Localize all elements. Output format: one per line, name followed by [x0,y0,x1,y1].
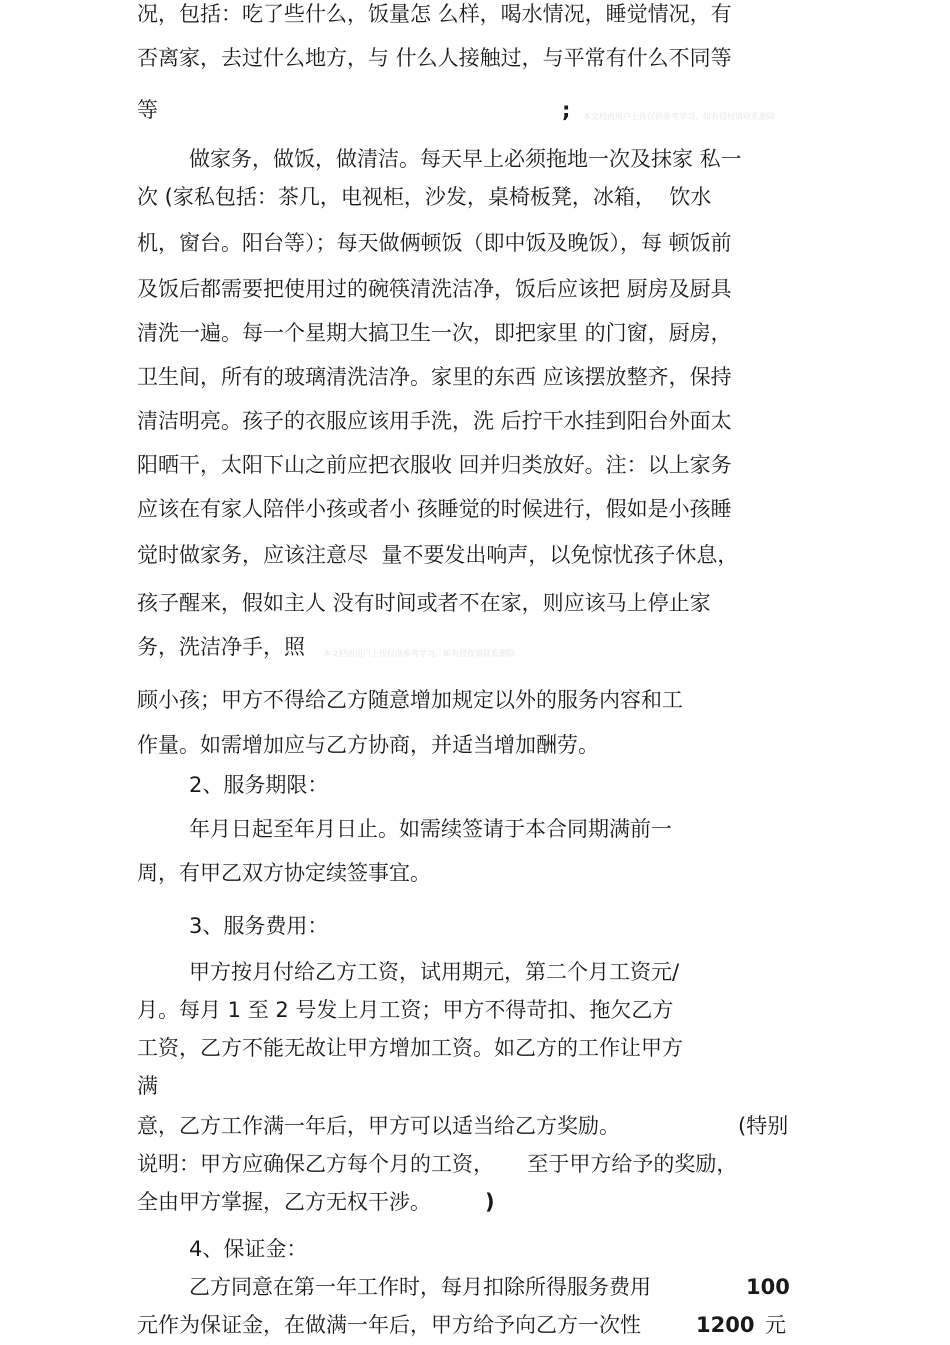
text-line: 年月日起至年月日止。如需续签请于本合同期满前一 [189,817,672,841]
section-heading: 4、保证金： [189,1237,308,1261]
text-line: 次 (家私包括：茶几，电视柜，沙发，桌椅板凳，冰箱， 饮水 [137,185,712,209]
text-line: 元作为保证金，在做满一年后，甲方给予向乙方一次性 [137,1313,641,1337]
text-line: 阳晒干，太阳下山之前应把衣服收 回并归类放好。注：以上家务 [137,453,732,477]
text-line: 否离家，去过什么地方，与 什么人接触过，与平常有什么不同等 [137,46,732,70]
text-line: 全由甲方掌握，乙方无权干涉。 [137,1190,431,1214]
text-line: 机，窗台。阳台等）；每天做俩顿饭（即中饭及晚饭），每 顿饭前 [137,231,732,255]
text-line: 孩子醒来，假如主人 没有时间或者不在家，则应该马上停止家 [137,591,711,615]
text-line: 周，有甲乙双方协定续签事宜。 [137,861,431,885]
text-line: 意，乙方工作满一年后，甲方可以适当给乙方奖励。 [137,1114,620,1138]
text-line: 等 [137,98,158,122]
text-line: 清洗一遍。每一个星期大搞卫生一次，即把家里 的门窗，厨房， [137,321,732,345]
text-line: 元 [765,1313,786,1337]
text-line: 及饭后都需要把使用过的碗筷清洗洁净，饭后应该把 厨房及厨具 [137,277,732,301]
amount-value: 1200 [696,1313,755,1337]
watermark-text: 本文档由用户上传仅供参考学习，如有侵权请联系删除 [583,112,775,121]
text-line: 清洁明亮。孩子的衣服应该用手洗，洗 后拧干水挂到阳台外面太 [137,409,732,433]
section-heading: 3、服务费用： [189,914,329,938]
text-line: 觉时做家务，应该注意尽 量不要发出响声，以免惊忧孩子休息， [137,543,739,567]
text-line: 甲方按月付给乙方工资，试用期元，第二个月工资元/ [189,960,680,984]
text-line: 月。每月 1 至 2 号发上月工资；甲方不得苛扣、拖欠乙方 [137,998,674,1022]
text-line: 况，包括：吃了些什么，饭量怎 么样，喝水情况，睡觉情况，有 [137,2,732,26]
text-line: 作量。如需增加应与乙方协商，并适当增加酬劳。 [137,733,599,757]
text-line: 应该在有家人陪伴小孩或者小 孩睡觉的时候进行，假如是小孩睡 [137,497,732,521]
amount-value: 100 [746,1275,790,1299]
text-line: 工资，乙方不能无故让甲方增加工资。如乙方的工作让甲方 [137,1036,683,1060]
text-line: 乙方同意在第一年工作时，每月扣除所得服务费用 [189,1275,651,1299]
text-line: 满 [137,1074,158,1098]
text-line: ) [485,1190,495,1214]
watermark-text: 本文档由用户上传仅供参考学习，如有侵权请联系删除 [323,649,515,658]
text-line: 务，洗洁净手，照 [137,635,305,659]
text-line: 顾小孩；甲方不得给乙方随意增加规定以外的服务内容和工 [137,688,683,712]
text-line: 说明：甲方应确保乙方每个月的工资， 至于甲方给予的奖励， [137,1152,738,1176]
text-line: 做家务，做饭，做清洁。每天早上必须拖地一次及抹家 私一 [189,147,742,171]
text-line: ; [562,98,571,122]
text-line: 卫生间，所有的玻璃清洗洁净。家里的东西 应该摆放整齐，保持 [137,365,732,389]
section-heading: 2、服务期限： [189,773,329,797]
text-line: (特别 [738,1114,789,1138]
